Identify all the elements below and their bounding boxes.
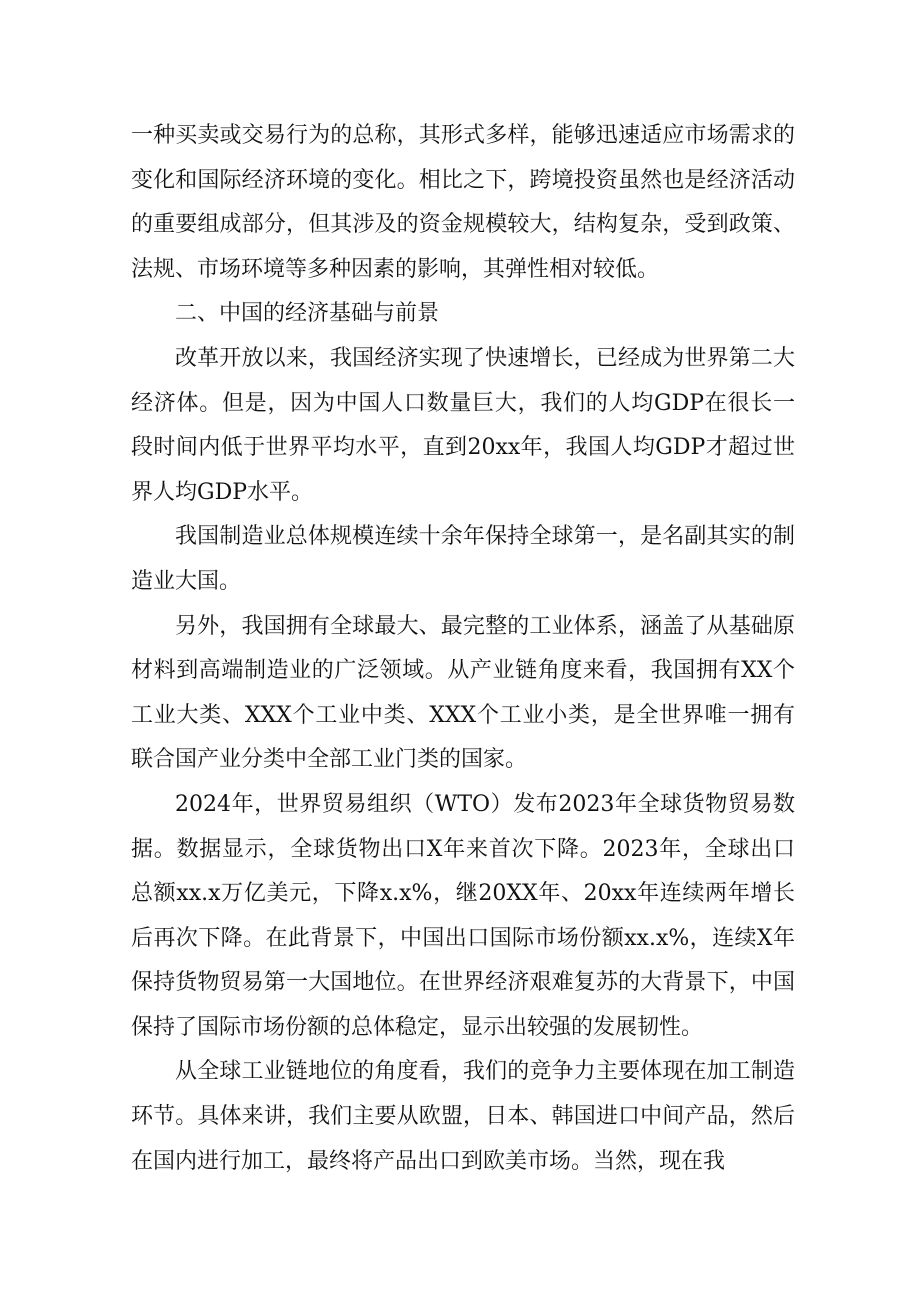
- paragraph-gdp-growth: 改革开放以来，我国经济实现了快速增长，已经成为世界第二大经济体。但是，因为中国人口数量巨大，我们的人均GDP在很长一段时间内低于世界平均水平，直到20xx年，我国人均GDP才超过世界人均GDP水平。: [131, 345, 795, 505]
- paragraph-industrial-chain-position: 从全球工业链地位的角度看，我们的竞争力主要体现在加工制造环节。具体来讲，我们主要从欧盟，日本、韩国进口中间产品，然后在国内进行加工，最终将产品出口到欧美市场。当然，现在我: [131, 1059, 795, 1174]
- section-heading-china-economy: 二、中国的经济基础与前景: [175, 301, 440, 327]
- paragraph-wto-trade-data: 2024年，世界贸易组织（WTO）发布2023年全球货物贸易数据。数据显示，全球货物出口X年来首次下降。2023年，全球出口总额xx.x万亿美元，下降x.x%，继20XX年、20xx年连续两年增长后再次下降。在此背景下，中国出口国际市场份额xx.x%，连续X年保持货物贸易第一大国地位。在世界经济艰难复苏的大背景下，中国保持了国际市场份额的总体稳定，显示出较强的发展韧性。: [131, 791, 795, 1040]
- paragraph-trade-elasticity: 一种买卖或交易行为的总称，其形式多样，能够迅速适应市场需求的变化和国际经济环境的变化。相比之下，跨境投资虽然也是经济活动的重要组成部分，但其涉及的资金规模较大，结构复杂，受到政策、法规、市场环境等多种因素的影响，其弹性相对较低。: [131, 123, 795, 282]
- paragraph-manufacturing-scale: 我国制造业总体规模连续十余年保持全球第一，是名副其实的制造业大国。: [131, 524, 795, 594]
- document-body: [131, 114, 795, 1184]
- paragraph-industrial-system: 另外，我国拥有全球最大、最完整的工业体系，涵盖了从基础原材料到高端制造业的广泛领域。从产业链角度来看，我国拥有XX个工业大类、XXX个工业中类、XXX个工业小类，是全世界唯一拥有联合国产业分类中全部工业门类的国家。: [131, 613, 795, 773]
